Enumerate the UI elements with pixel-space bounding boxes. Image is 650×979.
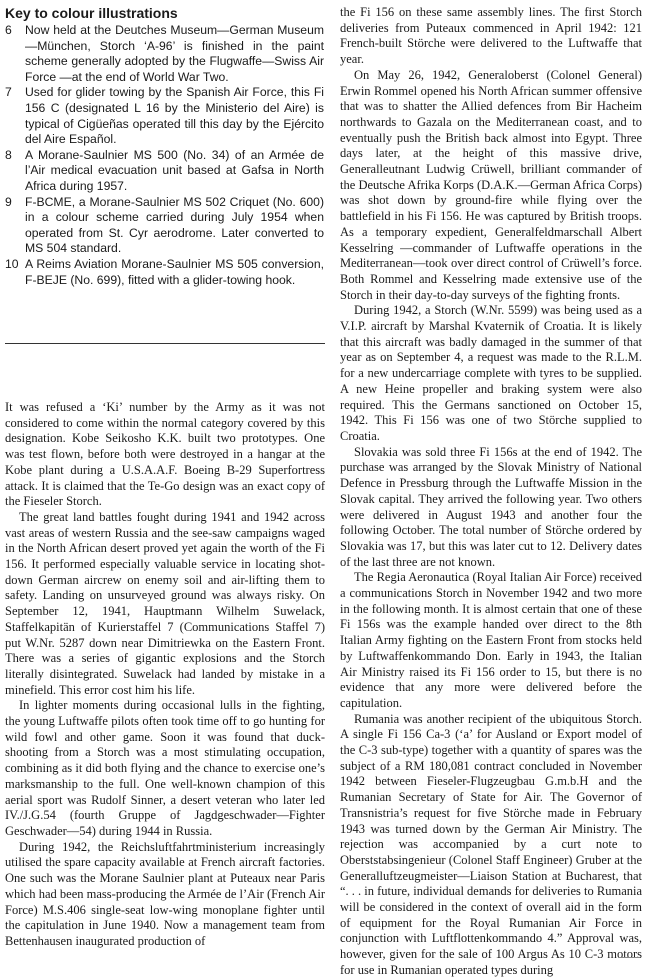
paragraph: the Fi 156 on these same assembly lines. The first Storch deliveries from Puteaux commenced in April 1942: 121 French-built Störche were delivered to the Luftwaffe that year. bbox=[340, 5, 642, 67]
key-list bbox=[5, 23, 324, 288]
key-item-number: 10 bbox=[5, 256, 19, 271]
paragraph: On May 26, 1942, Generaloberst (Colonel General) Erwin Rommel opened his North African summer offensive that was to shatter the Allied defences from Bir Hacheim northwards to Gazala on the Mediterranean coast, and to eventually push the British back almost into Egypt. Three days later, at the height of this massive drive, Generalleutnant Ludwig Crüwell, brilliant commander of the Deutsche Afrika Korps (D.A.K.—German Africa Corps) was shot down by ground-fire while flying over the battlefield in his Fi 156. He was captured by British troops. As a temporary expedient, Generalfeldmarschall Albert Kesselring —commander of Luftwaffe operations in the Mediterranean—took over direct control of Crüwell’s force. Both Rommel and Kesselring made extensive use of the Storch in their day-to-day surveys of the fighting fronts. bbox=[340, 67, 642, 302]
key-item-text: Used for glider towing by the Spanish Air Force, this Fi 156 C (designated L 16 by the Ministerio del Aire) is typical of Cigüeñas operated till this day by the Ejército del Aire Español. bbox=[25, 85, 324, 147]
paragraph: Slovakia was sold three Fi 156s at the end of 1942. The purchase was arranged by the Slovak Ministry of National Defence in Pressburg through the Luftwaffe Mission in the Slovak capital. They arrived the following year. Two others were delivered in August 1943 and another four the following October. The total number of Störche ordered by Slovakia was 17, but this was later cut to 12. Delivery dates of the last three are not known. bbox=[340, 444, 642, 569]
key-item bbox=[5, 195, 324, 257]
key-item bbox=[5, 257, 324, 288]
key-item-text: F-BCME, a Morane-Saulnier MS 502 Criquet (No. 600) in a colour scheme carried during July 1954 when operated from St. Cyr aerodrome. Later converted to MS 504 standard. bbox=[25, 194, 324, 256]
key-item bbox=[5, 23, 324, 85]
key-item-text: A Reims Aviation Morane-Saulnier MS 505 conversion, F-BEJE (No. 699), fitted with a glider-towing hook. bbox=[25, 256, 324, 287]
paragraph: The Regia Aeronautica (Royal Italian Air Force) received a communications Storch in November 1942 and two more in the following month. It is almost certain that one of these Fi 156s was the example handed over direct to the 8th Italian Army fighting on the Eastern Front from stocks held by Luftwaffenkommando Don. Early in 1943, the Italian Air Ministry raised its Fi 156 order to 15, but there is no evidence that any more were delivered before the capitulation. bbox=[340, 570, 642, 710]
key-item-text: Now held at the Deutches Museum—German Museum—München, Storch ‘A-96’ is finished in the paint scheme generally adopted by the Flugwaffe—Swiss Air Force —at the end of World War Two. bbox=[25, 23, 324, 84]
body-column-right bbox=[340, 5, 642, 979]
colour-key bbox=[5, 5, 324, 288]
key-item bbox=[5, 85, 324, 147]
paragraph: During 1942, the Reichsluftfahrtministerium increasingly utilised the spare capacity available at French aircraft factories. One such was the Morane Saulnier plant at Puteaux near Paris which had been mass-producing the Armée de l’Air (French Air Force) M.S.406 single-seat low-wing monoplane fighter until the capitulation in June 1940. Now a management team from Bettenhausen inaugurated production of bbox=[5, 839, 325, 948]
key-item-number: 9 bbox=[5, 194, 12, 209]
body-column-left bbox=[5, 400, 325, 950]
key-item-number: 7 bbox=[5, 85, 12, 100]
key-title: Key to colour illustrations bbox=[5, 5, 178, 21]
paragraph: During 1942, a Storch (W.Nr. 5599) was being used as a V.I.P. aircraft by Marshal Kvaternik of Croatia. It is likely that this aircraft was badly damaged in the summer of that year as on September 4, a request was made to the R.L.M. for a new undercarriage complete with tyres to be supplied. A new Heine propeller and braking system were also required. This the Germans sanctioned on October 15, 1942. This Fi 156 was one of two Störche supplied to Croatia. bbox=[340, 303, 642, 443]
key-item bbox=[5, 148, 324, 195]
paragraph: The great land battles fought during 1941 and 1942 across vast areas of western Russia and the see-saw campaigns waged in the North African desert proved yet again the worth of the Fi 156. It performed especially valuable service in locating shot-down German aircrew on enemy soil and air-lifting them to safety. Landing on unsurveyed ground was always risky. On September 12, 1941, Hauptmann Wilhelm Suwelack, Staffelkapitän of Kurierstaffel 7 (Communications Staffel 7) put W.Nr. 5287 down near Dimitriewka on the Eastern Front. There was a series of gigantic explosions and the Storch literally disintegrated. Suwelack had landed by mistake in a minefield. This error cost him his life. bbox=[5, 509, 325, 697]
key-item-text: A Morane-Saulnier MS 500 (No. 34) of an Armée de l’Air medical evacuation unit based at Gafsa in North Africa during 1957. bbox=[25, 147, 324, 193]
paragraph: In lighter moments during occasional lulls in the fighting, the young Luftwaffe pilots often took time off to go hunting for wild fowl and other game. Soon it was found that duck-shooting from a Storch was a most stimulating occupation, combining as it did both flying and the chance to exercise one’s marksmanship to the full. One well-known champion of this aerial sport was Rudolf Sinner, a desert veteran who later led IV./J.G.54 (fourth Gruppe of Jagdgeschwader—Fighter Geschwader—54) during 1944 in Russia. bbox=[5, 698, 325, 838]
paragraph: It was refused a ‘Ki’ number by the Army as it was not considered to come within the normal category covered by this designation. Kobe Seikosho K.K. built two prototypes. One was test flown, before both were destroyed in a hangar at the Kobe plant during a U.S.A.A.F. Boeing B-29 Superfortress attack. It is claimed that the Te-Go design was an exact copy of the Fieseler Storch. bbox=[5, 400, 325, 509]
key-item-number: 6 bbox=[5, 23, 12, 37]
section-divider bbox=[5, 343, 325, 344]
paragraph: Rumania was another recipient of the ubiquitous Storch. A single Fi 156 Ca-3 (‘a’ for Ausland or Export model of the C-3 sub-type) together with a quantity of spares was the subject of a RM 180,081 contract concluded in November 1942 between Fieseler-Flugzeugbau G.m.b.H and the Rumanian Secretary of State for Air. The Governor of Transnistria’s request for five Störche made in February 1943 was turned down by the German Air Ministry. The rejection was accompanied by a curt note to Oberststabsingenieur (Colonel Staff Engineer) Gruber at the Generalluftzeugmeister—Liaison Station at Bucharest, that “. . . in future, individual demands for deliveries to Rumania will be considered in the context of overall aid in the form of equipment for the Royal Rumanian Air Force in conjunction with Luftflottenkommando 4.” Approval was, however, given for the sale of 100 Argus As 10 C-3 motors for use in Rumanian operated types during bbox=[340, 711, 643, 977]
page-corner-mark bbox=[618, 957, 640, 958]
key-item-number: 8 bbox=[5, 147, 12, 162]
